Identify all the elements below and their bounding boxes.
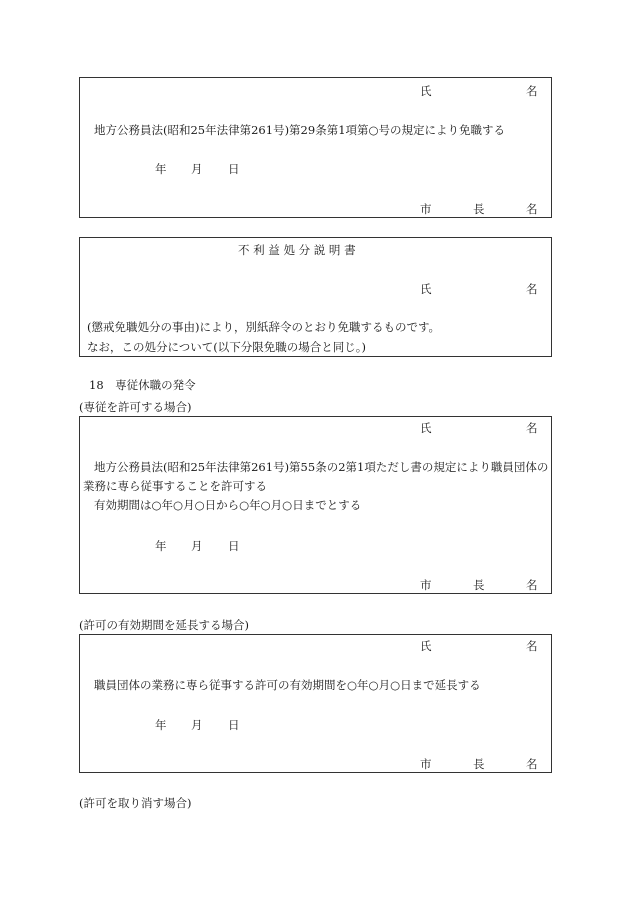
name-label-mei: 名	[526, 84, 538, 98]
name-label-mei: 名	[526, 639, 538, 653]
mayor-label-shi: 市	[420, 202, 432, 216]
dismissal-order-box	[79, 77, 552, 218]
name-label-shi: 氏	[420, 282, 432, 296]
date-month: 月	[191, 539, 203, 553]
statement-line-1: (懲戒免職処分の事由)により，別紙辞令のとおり免職するものです。	[87, 320, 441, 334]
date-day: 日	[228, 162, 240, 176]
grant-line-1: 地方公務員法(昭和25年法律第261号)第55条の2第1項ただし書の規定により職員団体の	[94, 460, 549, 474]
name-label-shi: 氏	[420, 639, 432, 653]
date-year: 年	[155, 162, 167, 176]
subheading-revoke: (許可を取り消す場合)	[79, 796, 192, 810]
statement-title: 不 利 益 処 分 説 明 書	[238, 243, 356, 257]
date-month: 月	[191, 718, 203, 732]
extension-box	[79, 634, 552, 773]
exclusive-duty-grant-box	[79, 416, 552, 594]
date-year: 年	[155, 539, 167, 553]
name-label-mei: 名	[526, 282, 538, 296]
disadvantage-statement-box	[79, 237, 552, 357]
date-day: 日	[228, 718, 240, 732]
mayor-label-mei: 名	[526, 202, 538, 216]
mayor-label-cho: 長	[473, 578, 485, 592]
name-label-shi: 氏	[420, 421, 432, 435]
date-day: 日	[228, 539, 240, 553]
extension-text: 職員団体の業務に専ら従事する許可の有効期間を○年○月○日まで延長する	[94, 678, 481, 692]
name-label-shi: 氏	[420, 84, 432, 98]
mayor-label-shi: 市	[420, 578, 432, 592]
date-year: 年	[155, 718, 167, 732]
section-heading: 18 専従休職の発令	[89, 378, 196, 392]
statement-line-2: なお，この処分について(以下分限免職の場合と同じ。)	[87, 340, 366, 354]
name-label-mei: 名	[526, 421, 538, 435]
order-text: 地方公務員法(昭和25年法律第261号)第29条第1項第○号の規定により免職する	[94, 123, 506, 137]
mayor-label-cho: 長	[473, 757, 485, 771]
grant-line-3: 有効期間は○年○月○日から○年○月○日までとする	[94, 498, 362, 512]
mayor-label-mei: 名	[526, 757, 538, 771]
mayor-label-cho: 長	[473, 202, 485, 216]
mayor-label-shi: 市	[420, 757, 432, 771]
date-month: 月	[191, 162, 203, 176]
grant-line-2: 業務に専ら従事することを許可する	[83, 479, 267, 493]
subheading-grant: (専従を許可する場合)	[79, 400, 192, 414]
subheading-extend: (許可の有効期間を延長する場合)	[79, 618, 249, 632]
mayor-label-mei: 名	[526, 578, 538, 592]
